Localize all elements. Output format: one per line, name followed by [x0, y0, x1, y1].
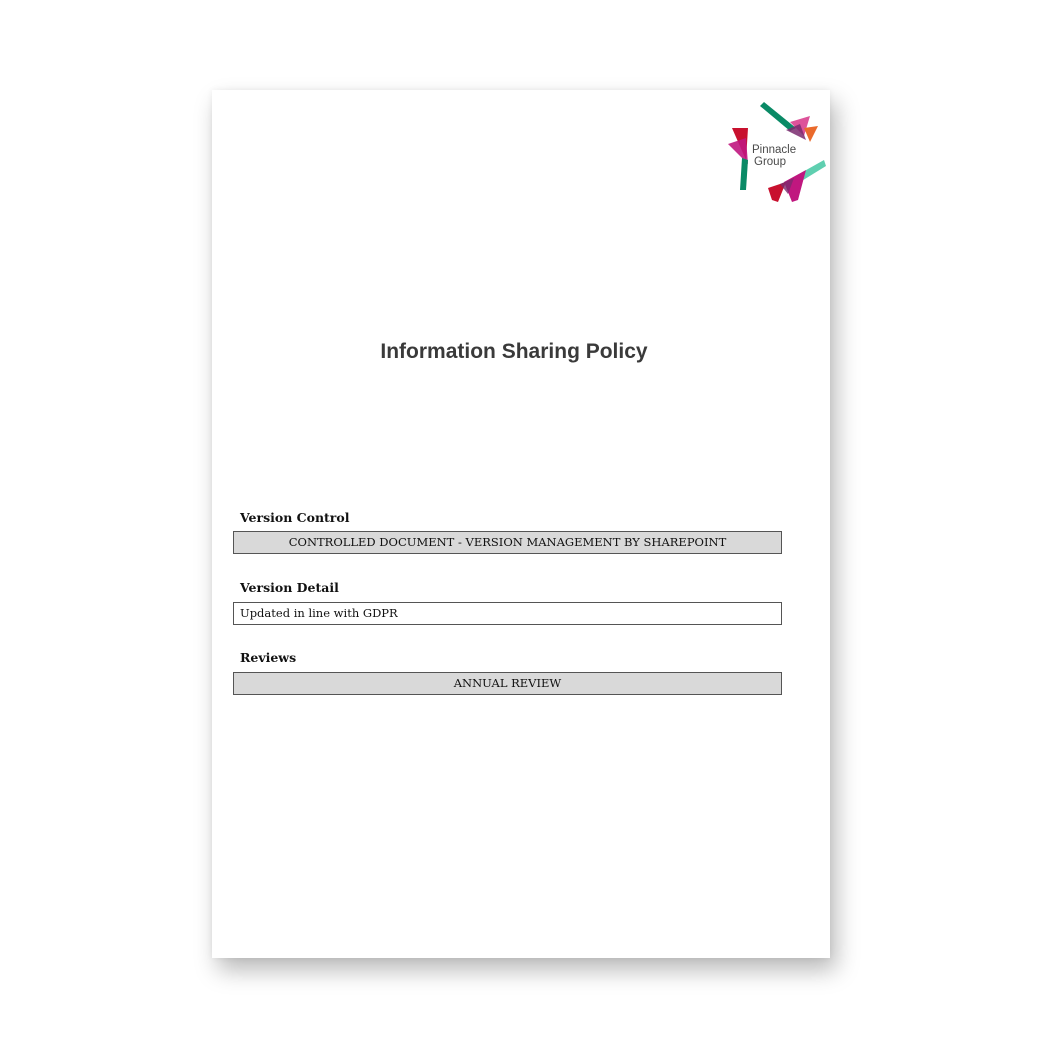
- version-detail-box: Updated in line with GDPR: [233, 602, 782, 625]
- logo-shape-green-left: [740, 158, 748, 190]
- logo-shape-orange: [804, 126, 818, 142]
- pinnacle-group-logo: [728, 98, 828, 202]
- version-detail-heading: Version Detail: [240, 580, 339, 595]
- version-control-heading: Version Control: [240, 510, 350, 525]
- reviews-heading: Reviews: [240, 650, 297, 665]
- logo-text-line2: Group: [754, 156, 786, 168]
- logo-shape-green-top: [760, 102, 796, 131]
- version-control-box: CONTROLLED DOCUMENT - VERSION MANAGEMENT BY SHAREPOINT: [233, 531, 782, 554]
- document-page: [212, 90, 830, 958]
- reviews-box: ANNUAL REVIEW: [233, 672, 782, 695]
- document-title: Information Sharing Policy: [380, 340, 648, 363]
- logo-text-line1: Pinnacle: [752, 144, 797, 156]
